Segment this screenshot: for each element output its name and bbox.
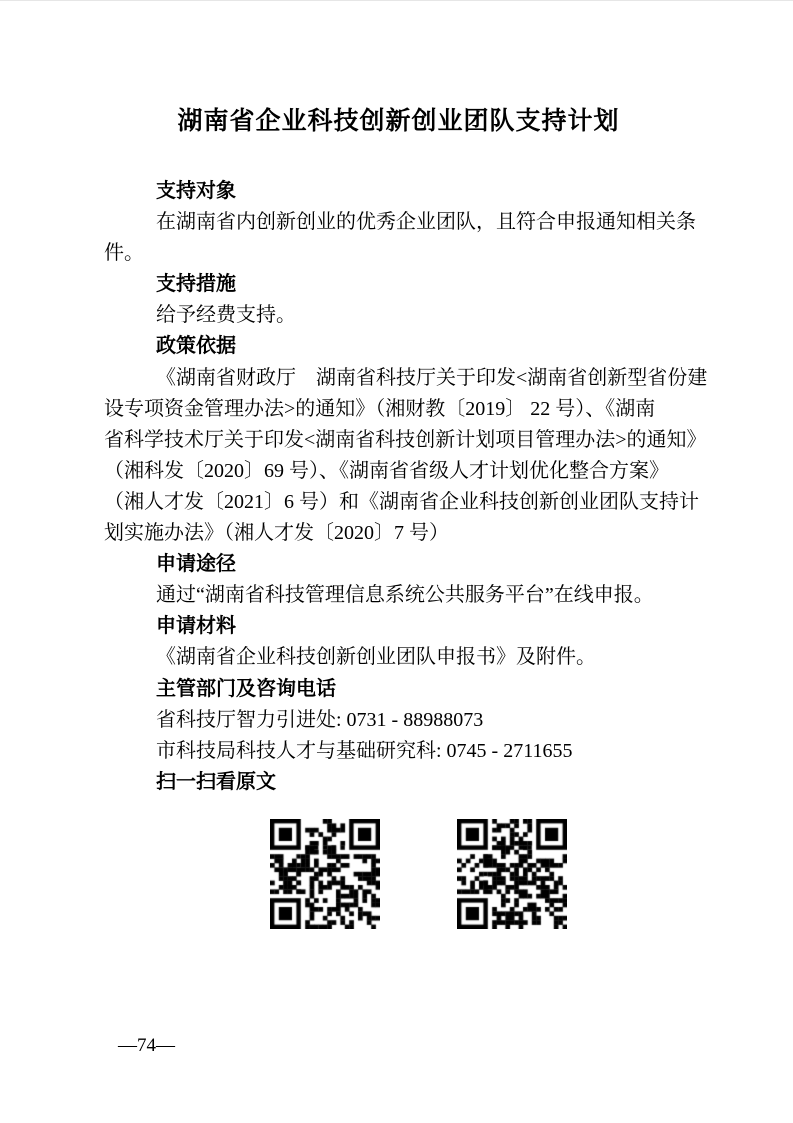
section-heading-support-measures: 支持措施 (156, 273, 236, 296)
section-heading-policy-basis: 政策依据 (156, 335, 236, 358)
body-line: 通过“湖南省科技管理信息系统公共服务平台”在线申报。 (156, 584, 654, 607)
qr-code-left (270, 819, 380, 929)
section-heading-application-channel: 申请途径 (156, 553, 236, 576)
document-content (104, 1, 708, 798)
contact-phone-provincial: 省科技厅智力引进处: 0731 - 88988073 (156, 708, 484, 731)
body-line: 省科学技术厅关于印发<湖南省科技创新计划项目管理办法>的通知》 (104, 428, 707, 451)
body-line: 划实施办法》（湘人才发〔2020〕7 号） (104, 522, 449, 545)
body-line: 《湖南省企业科技创新创业团队申报书》及附件。 (156, 646, 596, 669)
body-line: 件。 (104, 242, 144, 265)
section-heading-scan-original: 扫一扫看原文 (156, 770, 276, 793)
body-line: 设专项资金管理办法>的通知》（湘财教〔2019〕 22 号）、《湖南 (104, 397, 656, 420)
section-heading-support-target: 支持对象 (156, 180, 236, 202)
page-number: —74— (118, 1035, 175, 1056)
section-heading-contact: 主管部门及咨询电话 (156, 677, 336, 700)
body-line: 在湖南省内创新创业的优秀企业团队，且符合申报通知相关条 (156, 211, 696, 234)
qr-code-right (457, 819, 567, 929)
contact-phone-city: 市科技局科技人才与基础研究科: 0745 - 2711655 (156, 739, 573, 762)
body-line: （湘科发〔2020〕69 号）、《湖南省省级人才计划优化整合方案》 (104, 459, 669, 482)
section-heading-application-materials: 申请材料 (156, 615, 236, 638)
body-line: 《湖南省财政厅 湖南省科技厅关于印发<湖南省创新型省份建 (156, 366, 708, 389)
page-title: 湖南省企业科技创新创业团队支持计划 (177, 108, 620, 135)
body-line: （湘人才发〔2021〕6 号）和《湖南省企业科技创新创业团队支持计 (104, 490, 699, 513)
body-line: 给予经费支持。 (156, 304, 296, 327)
